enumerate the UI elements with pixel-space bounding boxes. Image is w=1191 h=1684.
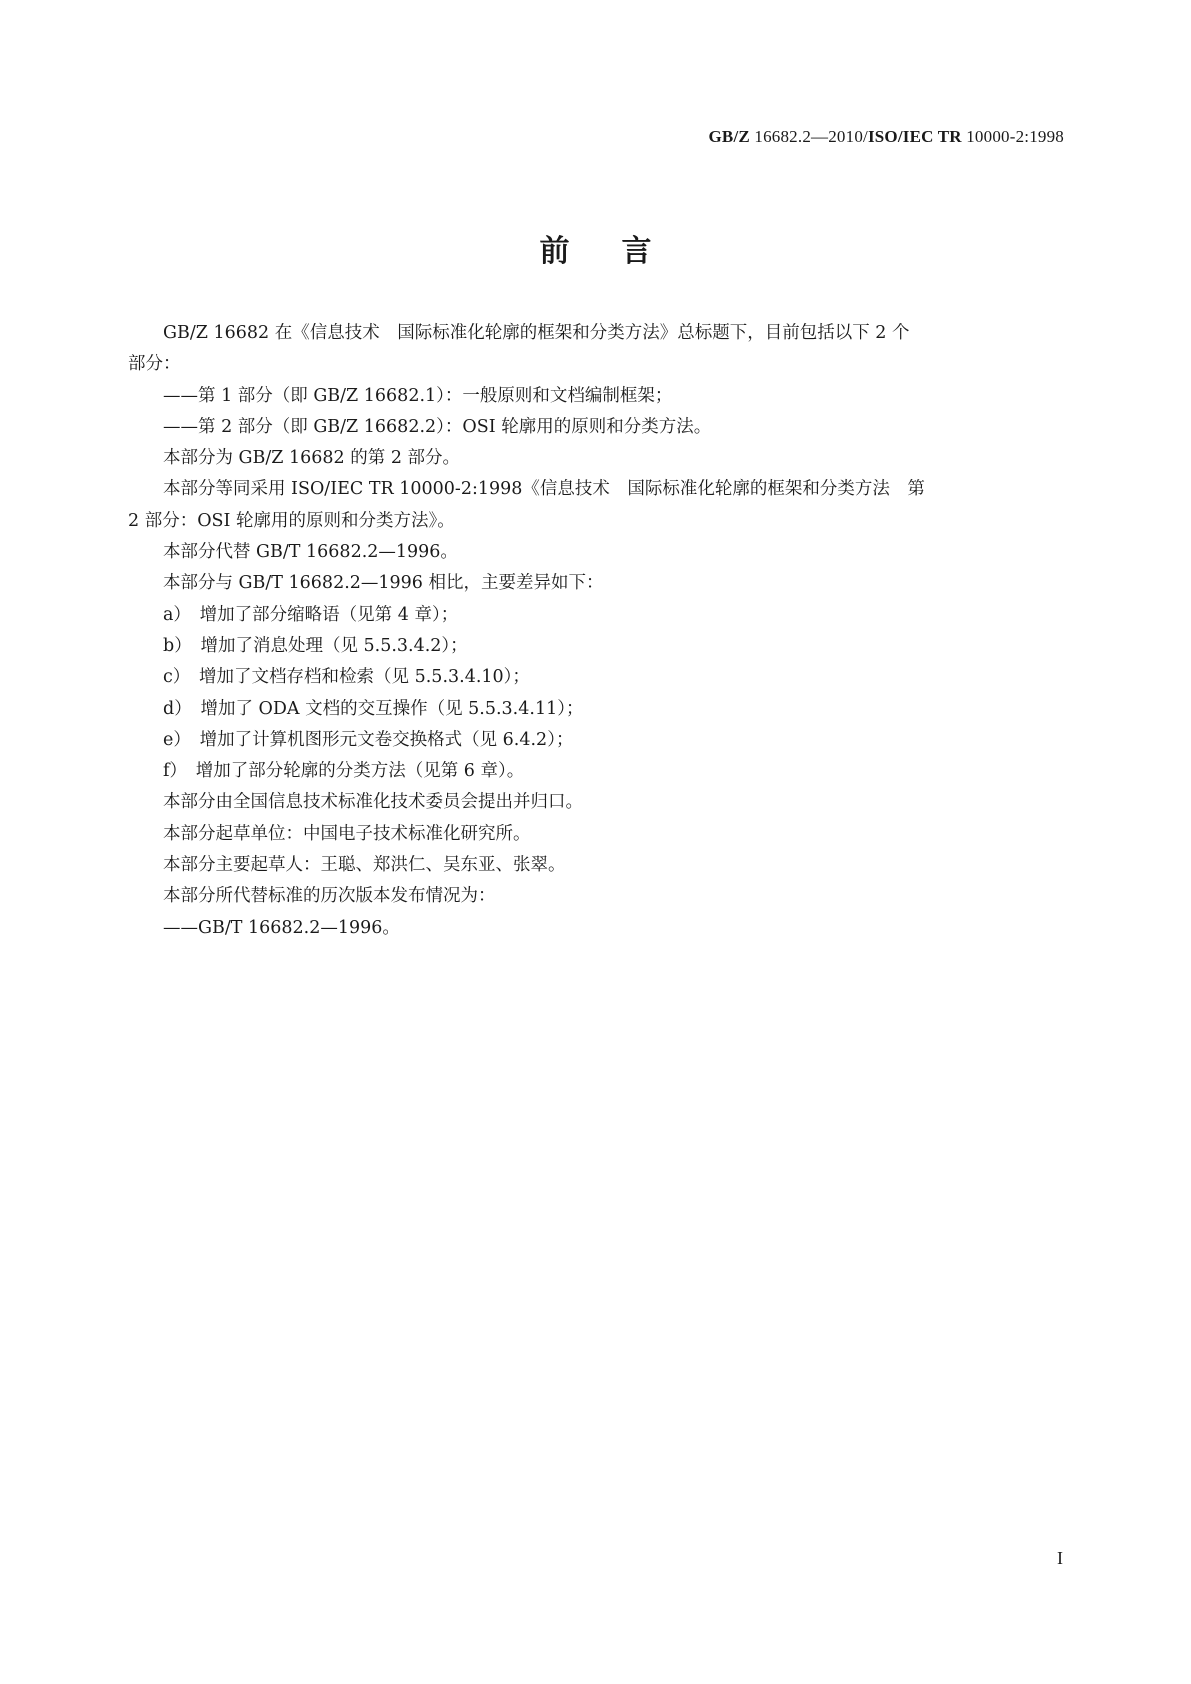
- list-item: c） 增加了文档存档和检索（见 5.5.3.4.10）；: [163, 667, 530, 688]
- intro-line-1: GB/Z 16682 在《信息技术 国际标准化轮廓的框架和分类方法》总标题下，目前包括以下 2 个: [163, 323, 910, 343]
- header-code-part4: 10000-2:1998: [961, 127, 1064, 146]
- list-item: b） 增加了消息处理（见 5.5.3.4.2）；: [163, 635, 468, 656]
- document-body: [128, 318, 1068, 944]
- standard-code-header: [708, 127, 1064, 147]
- list-item: f） 增加了部分轮廓的分类方法（见第 6 章）。: [163, 761, 525, 782]
- list-item: e） 增加了计算机图形元文卷交换格式（见 6.4.2）；: [163, 729, 574, 750]
- paragraph-proposer: 本部分由全国信息技术标准化技术委员会提出并归口。: [163, 792, 583, 813]
- header-code-part1: GB/Z: [708, 127, 750, 146]
- page-number: I: [1057, 1548, 1063, 1568]
- paragraph-intro-cont: [128, 349, 1068, 380]
- dash-item-part1: ——第 1 部分（即 GB/Z 16682.1）：一般原则和文档编制框架；: [163, 385, 673, 406]
- page-title: 前言: [539, 234, 704, 269]
- paragraph-adoption-cont: [128, 506, 1068, 537]
- adoption-line-2: 2 部分：OSI 轮廓用的原则和分类方法》。: [128, 510, 455, 531]
- paragraph-adoption: [128, 474, 1068, 505]
- paragraph-part-statement: 本部分为 GB/Z 16682 的第 2 部分。: [163, 448, 461, 469]
- header-code-part2: 16682.2—2010/: [749, 127, 868, 146]
- adoption-line-1: 本部分等同采用 ISO/IEC TR 10000-2:1998《信息技术 国际标准化轮廓的框架和分类方法 第: [163, 479, 925, 500]
- list-item: d） 增加了 ODA 文档的交互操作（见 5.5.3.4.11）；: [163, 698, 584, 719]
- intro-line-2: 部分：: [128, 354, 181, 375]
- paragraph-drafting-unit: 本部分起草单位：中国电子技术标准化研究所。: [163, 823, 531, 844]
- paragraph-differences: 本部分与 GB/T 16682.2—1996 相比，主要差异如下：: [163, 573, 604, 594]
- dash-item-history: ——GB/T 16682.2—1996。: [163, 917, 400, 938]
- list-item: a） 增加了部分缩略语（见第 4 章）；: [163, 604, 459, 625]
- paragraph-history: 本部分所代替标准的历次版本发布情况为：: [163, 886, 496, 907]
- paragraph-drafters: 本部分主要起草人：王聪、郑洪仁、吴东亚、张翠。: [163, 855, 566, 876]
- header-code-part3: ISO/IEC TR: [867, 127, 962, 146]
- dash-item-part2: ——第 2 部分（即 GB/Z 16682.2）：OSI 轮廓用的原则和分类方法。: [163, 416, 712, 437]
- paragraph-replaces: 本部分代替 GB/T 16682.2—1996。: [163, 542, 458, 563]
- paragraph-intro: [128, 318, 1068, 349]
